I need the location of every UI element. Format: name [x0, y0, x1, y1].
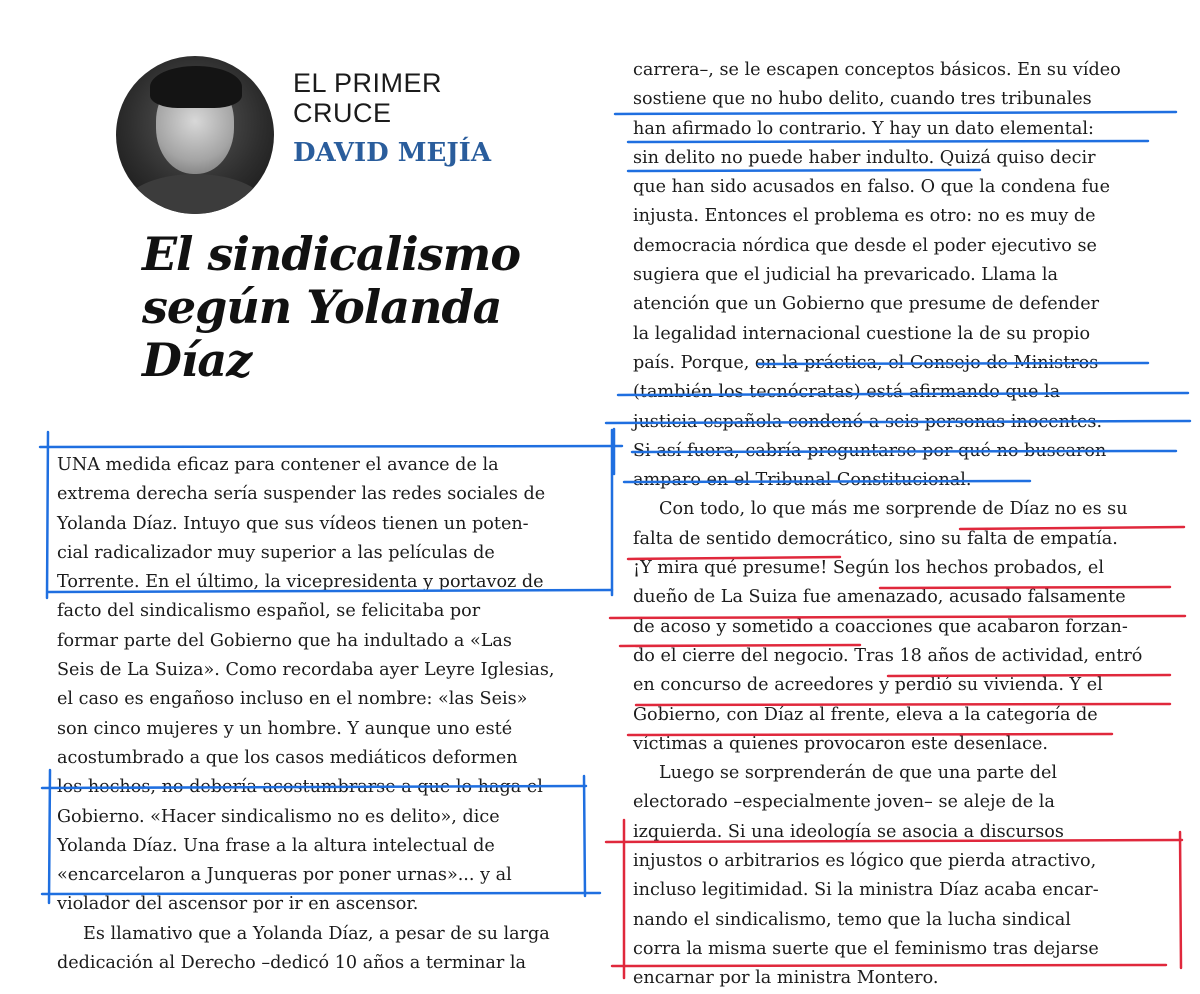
text-line: violador del ascensor por ir en ascensor.	[57, 894, 419, 915]
text-line: Gobierno. «Hacer sindicalismo no es delito», dice	[57, 806, 500, 827]
text-line: han afirmado lo contrario. Y hay un dato elemental:	[633, 118, 1094, 139]
text-line: los hechos, no debería acostumbrarse a que lo haga el	[57, 777, 543, 798]
text-line: corra la misma suerte que el feminismo tras dejarse	[633, 938, 1099, 959]
author-name: DAVID MEJÍA	[293, 138, 491, 168]
column-kicker: EL PRIMER CRUCE	[293, 68, 443, 128]
text-line: Yolanda Díaz. Intuyo que sus vídeos tienen un poten-	[57, 513, 529, 534]
text-line: país. Porque, en la práctica, el Consejo de Ministros	[633, 352, 1099, 373]
text-line: «encarcelaron a Junqueras por poner urnas»... y al	[57, 865, 512, 886]
text-line: en concurso de acreedores y perdió su vivienda. Y el	[633, 675, 1103, 696]
text-line: de acoso y sometido a coacciones que acabaron forzan-	[633, 616, 1128, 637]
text-line: democracia nórdica que desde el poder ejecutivo se	[633, 235, 1097, 256]
blue-bracket-left-bottom	[49, 770, 50, 903]
text-line: falta de sentido democrático, sino su falta de empatía.	[633, 528, 1118, 549]
text-line: Con todo, lo que más me sorprende de Díaz no es su	[659, 499, 1128, 520]
text-line: ¡Y mira qué presume! Según los hechos probados, el	[633, 558, 1104, 579]
text-line: (también los tecnócratas) está afirmando que la	[633, 382, 1061, 403]
text-line: extrema derecha sería suspender las redes sociales de	[57, 484, 546, 505]
text-line: víctimas a quienes provocaron este desenlace.	[633, 733, 1048, 754]
author-photo	[116, 56, 274, 214]
left-column	[57, 451, 592, 978]
text-line: el caso es engañoso incluso en el nombre: «las Seis»	[57, 689, 528, 710]
text-line: UNA medida eficaz para contener el avance de la	[57, 455, 499, 475]
text-line: sostiene que no hubo delito, cuando tres tribunales	[633, 89, 1092, 110]
text-line: cial radicalizador muy superior a las películas de	[57, 542, 495, 563]
text-line: sin delito no puede haber indulto. Quizá quiso decir	[633, 147, 1096, 168]
text-line: la legalidad internacional cuestione la de su propio	[633, 323, 1091, 344]
text-line: Torrente. En el último, la vicepresidenta y portavoz de	[57, 572, 544, 593]
text-line: Gobierno, con Díaz al frente, eleva a la categoría de	[633, 704, 1098, 725]
text-line: encarnar por la ministra Montero.	[633, 968, 939, 989]
text-line: que han sido acusados en falso. O que la condena fue	[633, 177, 1111, 198]
text-line: acostumbrado a que los casos mediáticos deformen	[57, 747, 518, 768]
text-line: nando el sindicalismo, temo que la lucha sindical	[633, 909, 1071, 930]
text-line: do el cierre del negocio. Tras 18 años de actividad, entró	[633, 645, 1143, 666]
text-line: facto del sindicalismo español, se felicitaba por	[57, 601, 481, 622]
author-photo-hair	[150, 66, 242, 108]
text-line: incluso legitimidad. Si la ministra Díaz acaba encar-	[633, 880, 1099, 901]
text-line: injusta. Entonces el problema es otro: no es muy de	[633, 206, 1096, 227]
text-line: dedicación al Derecho –dedicó 10 años a terminar la	[57, 953, 526, 974]
text-line: dueño de La Suiza fue amenazado, acusado falsamente	[633, 587, 1126, 608]
text-line: Es llamativo que a Yolanda Díaz, a pesar de su larga	[83, 923, 550, 944]
text-line: injustos o arbitrarios es lógico que pierda atractivo,	[633, 851, 1097, 872]
right-column	[633, 56, 1168, 994]
text-line: atención que un Gobierno que presume de defender	[633, 294, 1100, 315]
author-photo-shoulders	[122, 174, 268, 214]
blue-line	[40, 446, 622, 447]
text-line: amparo en el Tribunal Constitucional.	[633, 470, 972, 491]
text-line: carrera–, se le escapen conceptos básicos. En su vídeo	[633, 60, 1121, 80]
text-line: Luego se sorprenderán de que una parte del	[659, 763, 1057, 784]
text-line: son cinco mujeres y un hombre. Y aunque uno esté	[57, 718, 513, 739]
text-line: Si así fuera, cabría preguntarse por qué no buscaron	[633, 440, 1107, 461]
text-line: izquierda. Si una ideología se asocia a discursos	[633, 821, 1064, 842]
text-line: electorado –especialmente joven– se aleje de la	[633, 792, 1055, 813]
text-line: sugiera que el judicial ha prevaricado. Llama la	[633, 265, 1058, 286]
headline: El sindicalismo según Yolanda Díaz	[142, 227, 521, 387]
blue-bracket-left-top	[47, 432, 48, 598]
text-line: justicia española condenó a seis personas inocentes.	[633, 411, 1103, 432]
text-line: formar parte del Gobierno que ha indultado a «Las	[57, 630, 512, 651]
red-line	[1180, 832, 1181, 968]
text-line: Yolanda Díaz. Una frase a la altura intelectual de	[57, 835, 495, 856]
text-line: Seis de La Suiza». Como recordaba ayer Leyre Iglesias,	[57, 660, 555, 681]
